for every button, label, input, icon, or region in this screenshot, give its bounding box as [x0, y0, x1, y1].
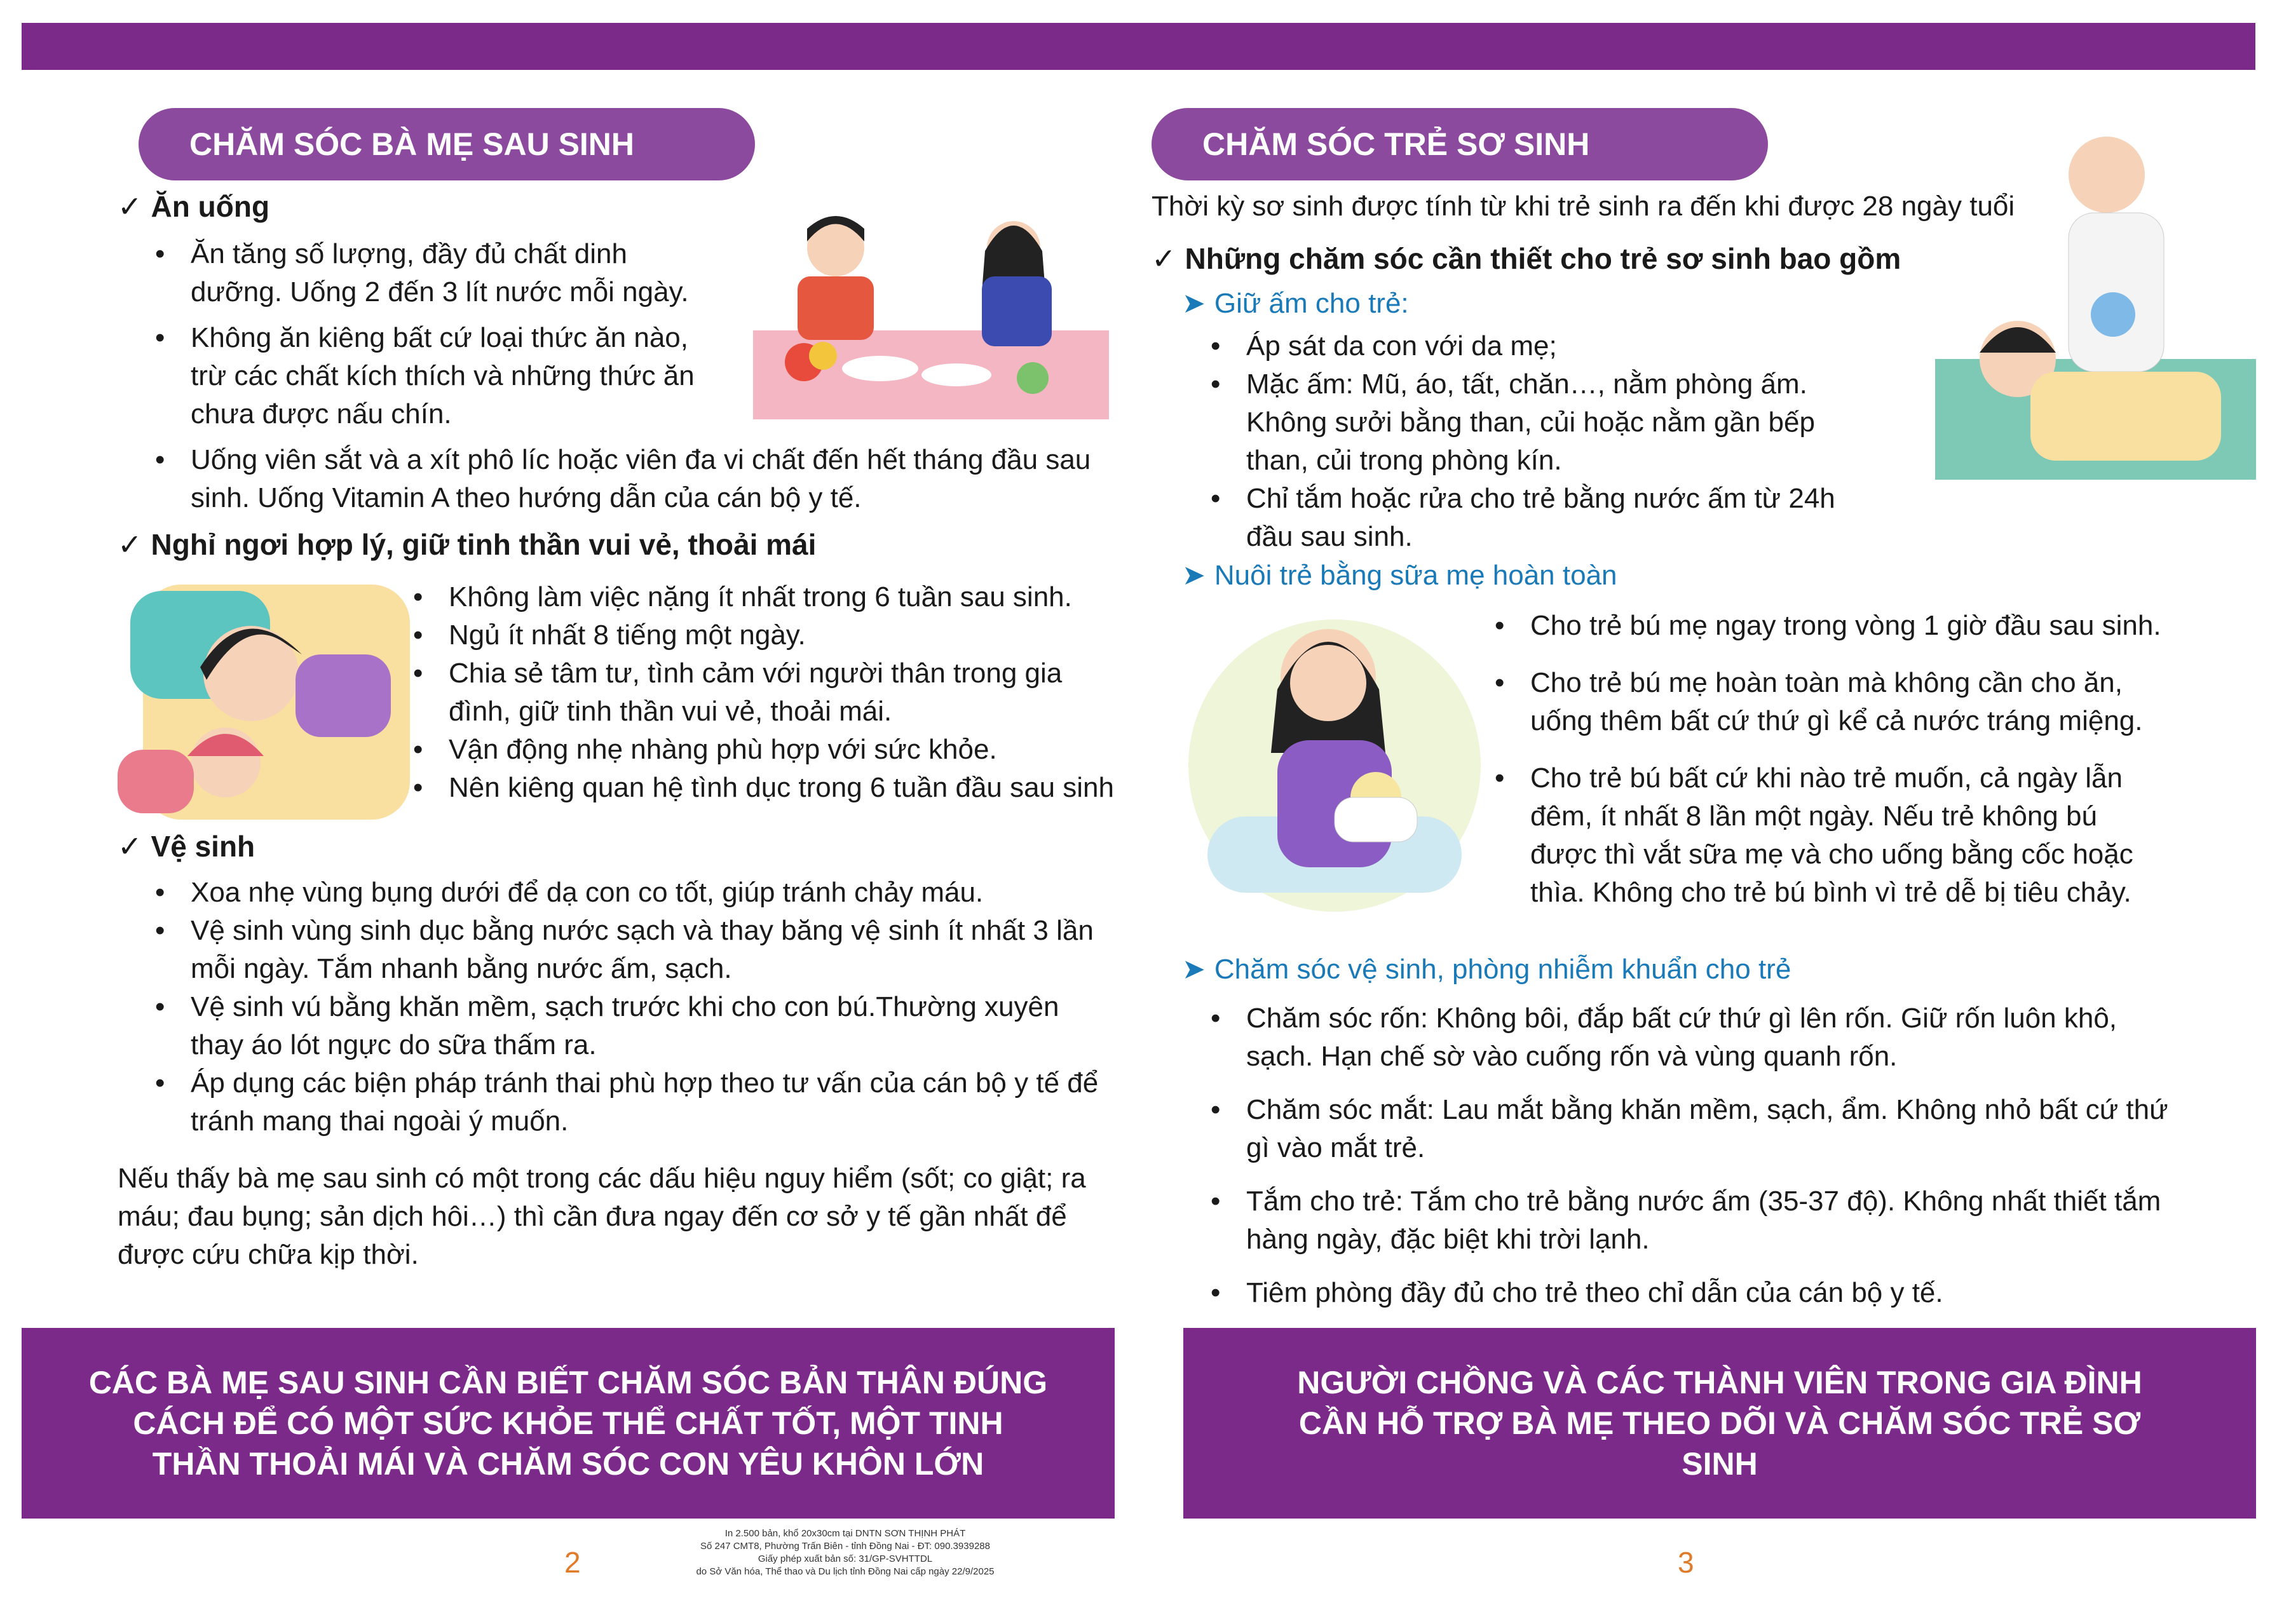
check-icon: ✓: [118, 528, 142, 561]
warning-paragraph: Nếu thấy bà mẹ sau sinh có một trong các dấu hiệu nguy hiểm (sốt; co giật; ra máu; đau bụng; sản dịch hôi…) thì cần đưa ngay đến cơ sở y tế gần nhất để được cứu chữa kịp thời.: [118, 1163, 1086, 1270]
imprint-line: Giấy phép xuất bản số: 31/GP-SVHTTDL: [758, 1553, 933, 1564]
rest-list: [413, 578, 1118, 807]
list-item: • Vận động nhẹ nhàng phù hợp với sức khỏe.: [413, 731, 1118, 769]
imprint: [655, 1527, 1036, 1578]
list-item: • Tắm cho trẻ: Tắm cho trẻ bằng nước ấm (35-37 độ). Không nhất thiết tắm hàng ngày, đặc biệt khi trời lạnh.: [1211, 1182, 2170, 1259]
list-item: • Không làm việc nặng ít nhất trong 6 tuần sau sinh.: [413, 578, 1118, 616]
list-item: • Uống viên sắt và a xít phô líc hoặc viên đa vi chất đến hết tháng đầu sau sinh. Uống Vitamin A theo hướng dẫn của cán bộ y tế.: [155, 441, 1108, 517]
list-item: • Cho trẻ bú mẹ ngay trong vòng 1 giờ đầu sau sinh.: [1495, 607, 2168, 645]
subtitle-hygiene-care: ➤ Chăm sóc vệ sinh, phòng nhiễm khuẩn cho trẻ: [1182, 954, 1791, 985]
list-item: • Áp dụng các biện pháp tránh thai phù hợp theo tư vấn của cán bộ y tế để tránh mang thai ngoài ý muốn.: [155, 1064, 1108, 1140]
arrow-icon: ➤: [1182, 560, 1206, 591]
list-item: • Tiêm phòng đầy đủ cho trẻ theo chỉ dẫn của cán bộ y tế.: [1211, 1274, 2170, 1312]
warm-list: [1211, 327, 1878, 556]
check-icon: ✓: [118, 190, 142, 223]
list-item: • Ngủ ít nhất 8 tiếng một ngày.: [413, 616, 1118, 654]
section-title-hygiene: ✓ Vệ sinh: [118, 830, 255, 863]
list-item: • Cho trẻ bú mẹ hoàn toàn mà không cần cho ăn, uống thêm bất cứ thứ gì kể cả nước tráng miệng.: [1495, 664, 2168, 740]
subtitle-breastfeed: ➤ Nuôi trẻ bằng sữa mẹ hoàn toàn: [1182, 560, 1617, 591]
list-item: • Xoa nhẹ vùng bụng dưới để dạ con co tốt, giúp tránh chảy máu.: [155, 874, 1108, 912]
list-item: • Mặc ấm: Mũ, áo, tất, chăn…, nằm phòng ấm. Không sưởi bằng than, củi hoặc nằm gần bếp than, củi trong phòng kín.: [1211, 365, 1878, 480]
list-item: • Không ăn kiêng bất cứ loại thức ăn nào, trừ các chất kích thích và những thức ăn chưa được nấu chín.: [155, 319, 714, 433]
section-title-eating: ✓ Ăn uống: [118, 190, 270, 223]
right-header: CHĂM SÓC TRẺ SƠ SINH: [1152, 108, 1768, 180]
check-icon: ✓: [1152, 242, 1176, 275]
imprint-line: Số 247 CMT8, Phường Trấn Biên - tỉnh Đồng Nai - ĐT: 090.3939288: [700, 1541, 990, 1552]
feed-list: [1495, 607, 2168, 912]
top-banner-bar: [22, 23, 2255, 70]
page-number-right: 3: [1678, 1546, 1694, 1579]
care-list: [1211, 999, 2170, 1312]
section-title-rest: ✓ Nghỉ ngơi hợp lý, giữ tinh thần vui vẻ, thoải mái: [118, 528, 817, 561]
check-icon: ✓: [118, 830, 142, 863]
hygiene-list: [155, 874, 1108, 1140]
couple-eating-illustration: [753, 203, 1109, 419]
eating-list: [155, 235, 714, 441]
arrow-icon: ➤: [1182, 288, 1206, 319]
eating-list-2: [155, 441, 1108, 525]
list-item: • Áp sát da con với da mẹ;: [1211, 327, 1878, 365]
left-bottom-banner: CÁC BÀ MẸ SAU SINH CẦN BIẾT CHĂM SÓC BẢN THÂN ĐÚNG CÁCH ĐỂ CÓ MỘT SỨC KHỎE THỂ CHẤT TỐT, MỘT TINH THẦN THOẢI MÁI VÀ CHĂM SÓC CON YÊU KHÔN LỚN: [22, 1328, 1115, 1519]
breastfeeding-illustration: [1182, 607, 1487, 918]
subtitle-keep-warm: ➤ Giữ ấm cho trẻ:: [1182, 288, 1409, 319]
list-item: • Chỉ tắm hoặc rửa cho trẻ bằng nước ấm từ 24h đầu sau sinh.: [1211, 480, 1878, 556]
arrow-icon: ➤: [1182, 954, 1206, 985]
left-header: CHĂM SÓC BÀ MẸ SAU SINH: [139, 108, 755, 180]
list-item: • Chăm sóc mắt: Lau mắt bằng khăn mềm, sạch, ẩm. Không nhỏ bất cứ thứ gì vào mắt trẻ.: [1211, 1091, 2170, 1167]
right-bottom-banner: NGƯỜI CHỒNG VÀ CÁC THÀNH VIÊN TRONG GIA ĐÌNH CẦN HỖ TRỢ BÀ MẸ THEO DÕI VÀ CHĂM SÓC TRẺ SƠ SINH: [1183, 1328, 2256, 1519]
section-title-newborn: ✓ Những chăm sóc cần thiết cho trẻ sơ sinh bao gồm: [1152, 242, 1901, 275]
intro-text: Thời kỳ sơ sinh được tính từ khi trẻ sinh ra đến khi được 28 ngày tuổi: [1152, 191, 2015, 222]
page-number-left: 2: [564, 1546, 581, 1579]
list-item: • Cho trẻ bú bất cứ khi nào trẻ muốn, cả ngày lẫn đêm, ít nhất 8 lần một ngày. Nếu trẻ không bú được thì vắt sữa mẹ và cho uống bằng cốc hoặc thìa. Không cho trẻ bú bình vì trẻ dễ bị tiêu chảy.: [1495, 759, 2168, 912]
list-item: • Chăm sóc rốn: Không bôi, đắp bất cứ thứ gì lên rốn. Giữ rốn luôn khô, sạch. Hạn chế sờ vào cuống rốn và vùng quanh rốn.: [1211, 999, 2170, 1076]
list-item: • Chia sẻ tâm tư, tình cảm với người thân trong gia đình, giữ tinh thần vui vẻ, thoải mái.: [413, 654, 1118, 731]
list-item: • Vệ sinh vùng sinh dục bằng nước sạch và thay băng vệ sinh ít nhất 3 lần mỗi ngày. Tắm nhanh bằng nước ấm, sạch.: [155, 912, 1108, 988]
imprint-line: In 2.500 bản, khổ 20x30cm tại DNTN SƠN THỊNH PHÁT: [724, 1528, 966, 1539]
list-item: • Ăn tăng số lượng, đầy đủ chất dinh dưỡng. Uống 2 đến 3 lít nước mỗi ngày.: [155, 235, 714, 311]
nurse-newborn-illustration: [1935, 118, 2256, 480]
list-item: • Nên kiêng quan hệ tình dục trong 6 tuần đầu sau sinh: [413, 769, 1118, 807]
imprint-line: do Sở Văn hóa, Thể thao và Du lịch tỉnh Đồng Nai cấp ngày 22/9/2025: [696, 1566, 995, 1577]
list-item: • Vệ sinh vú bằng khăn mềm, sạch trước khi cho con bú.Thường xuyên thay áo lót ngực do sữa thấm ra.: [155, 988, 1108, 1064]
mother-sleeping-illustration: [118, 572, 410, 820]
